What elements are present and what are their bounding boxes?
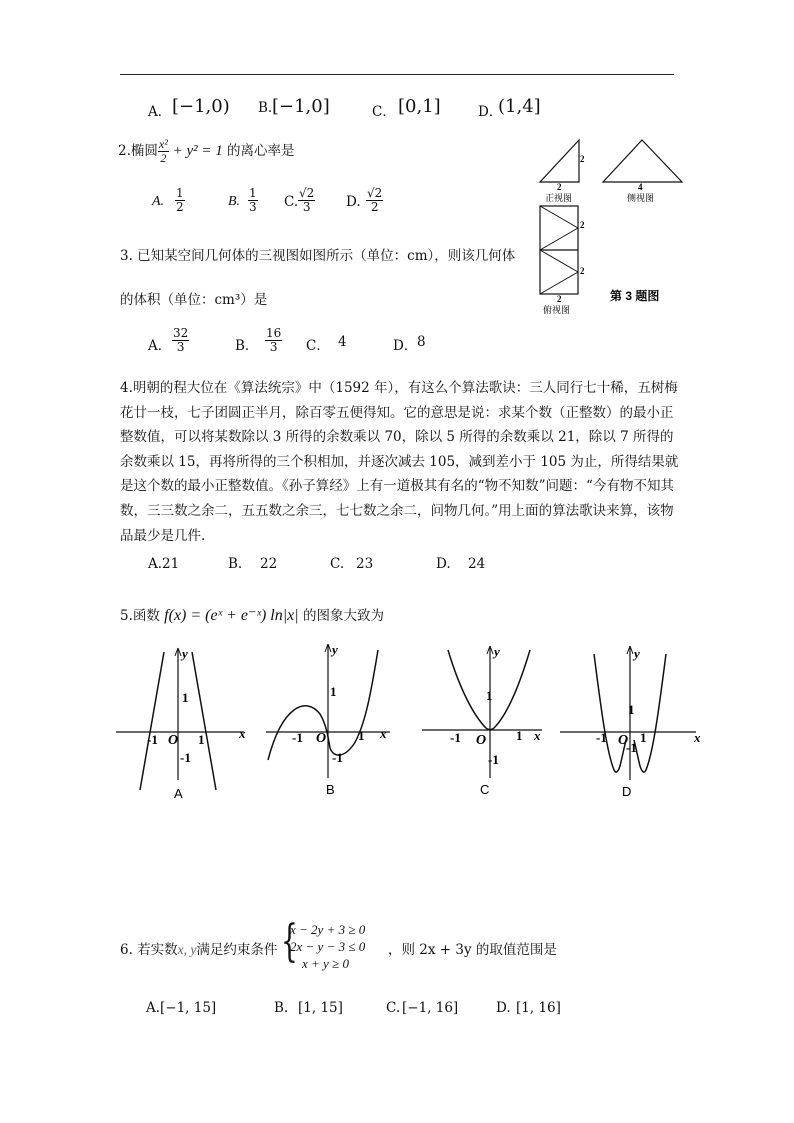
top-view-diag-4 [540, 272, 578, 294]
q4-option-c-label: C. [330, 556, 345, 572]
graph-d-y-label: y [634, 646, 640, 661]
q2-option-b-frac [248, 187, 258, 214]
q2-eq-num: x² [158, 137, 168, 151]
q2-eq-rest: + y² = 1 [168, 143, 223, 159]
q2-stem [118, 138, 295, 165]
q6-constraint-3: x + y ≥ 0 [302, 956, 349, 971]
front-view-width: 2 [557, 182, 562, 192]
q2-option-a-den: 2 [176, 200, 184, 214]
q4-option-d-value: 24 [468, 556, 486, 572]
q6-mid: 满足约束条件 [196, 942, 278, 958]
graph-c-x-label: x [534, 728, 541, 743]
q2-option-a-label: A. [152, 194, 165, 209]
q5-prefix: 5.函数 [120, 608, 165, 624]
graph-c-origin: O [476, 733, 487, 748]
q1-option-b-label: B. [258, 100, 273, 116]
q3-option-b-den: 3 [269, 340, 278, 354]
q2-option-a-frac [175, 187, 185, 214]
q1-option-a-label: A． [148, 104, 172, 120]
graph-c-letter: C [480, 782, 490, 797]
q4-option-a-label: A. [148, 556, 163, 572]
graph-a-letter: A [174, 786, 183, 801]
graph-a-neg-one-y: -1 [180, 750, 191, 765]
graph-d-one-x: 1 [640, 730, 647, 745]
graph-a-x-label: x [239, 726, 246, 741]
q6-constraint-2: 2x − y − 3 ≤ 0 [290, 939, 366, 954]
graph-a-origin: O [168, 733, 179, 748]
q2-option-d-num: √2 [367, 186, 383, 200]
q4-option-d-label: D. [436, 556, 451, 572]
q4-option-b-value: 22 [260, 556, 278, 572]
graph-a-left-branch [140, 652, 164, 790]
q3-line2: 的体积（单位：cm³）是 [120, 292, 268, 308]
q6-option-d-value: [1, 16] [516, 1000, 561, 1016]
q5-graph-b [262, 636, 402, 808]
graph-b-letter: B [326, 782, 335, 797]
q1-option-d-value: (1,4] [498, 96, 541, 117]
graph-b-x-label: x [380, 726, 387, 741]
q6-option-c-value: [−1, 16] [402, 1000, 459, 1016]
q3-line1: 3. 已知某空间几何体的三视图如图所示（单位：cm），则该几何体 [120, 248, 516, 264]
graph-a-right-branch [192, 652, 216, 790]
graph-d-right-branch [634, 654, 666, 772]
q5-graph-a [112, 640, 252, 810]
q3-option-a-num: 32 [173, 326, 189, 340]
q5-suffix: 的图象大致为 [298, 608, 384, 624]
q4-text: 4.明朝的程大位在《算法统宗》中（1592 年），有这么个算法歌诀：三人同行七十稀，五树梅花廿一枝，七子团圆正半月，除百零五便得知。它的意思是说：求某个数（正整数）的最小正整数值，可以将某数除以 3 所得的余数乘以 70，除以 5 所得的余数乘以 21，除以 7 所得的余数乘以 15，再将所得的三个积相加，并逐次减去 105，减到差小于 105 为止，所得结果就是这个数的最小正整数值。《孙子算经》上有一道极其有名的“物不知数”问题：“今有物不知其数，三三数之余二，五五数之余三，七七数之余二，问物几何。”用上面的算法歌诀来算，该物品最少是几件. [120, 380, 679, 544]
graph-c-one-x: 1 [516, 728, 523, 743]
graph-d-x-label: x [694, 730, 701, 745]
top-view-label: 俯视图 [543, 305, 571, 315]
q2-option-b-label: B. [228, 194, 241, 209]
q3-three-view-figure [530, 128, 710, 324]
q2-option-d-den: 2 [370, 200, 379, 214]
q1-option-c-label: C． [372, 104, 396, 120]
q5-graph-d [556, 640, 706, 810]
q6-tail: ，则 2x + 3y 的取值范围是 [388, 942, 557, 958]
figure-caption: 第 3 题图 [610, 289, 660, 303]
side-view-width: 4 [638, 182, 643, 192]
q6-option-a-label: A. [146, 1000, 161, 1016]
q6-option-c-label: C. [386, 1000, 401, 1016]
q3-option-d-label: D． [393, 338, 418, 354]
q6-vars: x, y [177, 942, 197, 957]
top-view-width: 2 [557, 294, 562, 304]
q2-option-d-label: D. [346, 194, 361, 210]
q2-option-c-frac [298, 187, 315, 214]
graph-a-neg-one-x: -1 [147, 732, 158, 747]
q2-option-b-den: 3 [249, 200, 257, 214]
q3-option-a-label: A． [148, 338, 172, 354]
q2-option-a-num: 1 [176, 186, 184, 200]
q3-option-b-label: B． [235, 338, 259, 354]
q6-option-d-label: D. [496, 1000, 511, 1016]
q3-option-c-label: C． [306, 338, 330, 354]
graph-c-neg-one-y: -1 [488, 752, 499, 767]
graph-b-neg-one-y: -1 [332, 750, 343, 765]
q6-brace: { [281, 916, 298, 967]
q5-stem [120, 604, 384, 625]
q6-constraint-1: x − 2y + 3 ≥ 0 [290, 922, 366, 937]
graph-d-origin: O [618, 733, 629, 748]
q3-option-d-value: 8 [417, 334, 426, 350]
q2-option-c-label: C. [284, 194, 299, 210]
top-view-diag-3 [540, 250, 578, 272]
graph-a-y-label: y [182, 646, 188, 661]
q4-option-b-label: B. [228, 556, 243, 572]
q3-option-b-num: 16 [266, 326, 282, 340]
q4-option-a-value: 21 [162, 556, 180, 572]
q4-option-c-value: 23 [356, 556, 374, 572]
graph-c-neg-one-x: -1 [450, 730, 461, 745]
q2-option-b-num: 1 [249, 186, 257, 200]
graph-d-left-branch [594, 654, 629, 772]
q2-eq-den: 2 [160, 151, 167, 165]
q3-option-b-frac [265, 327, 282, 354]
front-view-label: 正视图 [545, 193, 573, 203]
q1-option-c-value: [0,1] [398, 96, 441, 117]
top-view-dim-lower: 2 [580, 266, 585, 276]
graph-a-one-x: 1 [198, 732, 205, 747]
q5-formula: f(x) = (eˣ + e⁻ˣ) ln|x| [164, 607, 299, 624]
top-view-dim-upper: 2 [580, 220, 585, 230]
front-view-triangle [540, 140, 579, 182]
graph-c-one-y: 1 [486, 688, 493, 703]
side-view-triangle [603, 140, 682, 182]
graph-b-one-x: 1 [358, 728, 365, 743]
q2-option-d-frac [366, 187, 383, 214]
q1-option-b-value: [−1,0] [272, 96, 330, 117]
header-rule [120, 74, 674, 75]
q2-suffix: 的离心率是 [227, 143, 295, 159]
graph-b-origin: O [316, 731, 327, 746]
graph-a-one-y: 1 [182, 690, 189, 705]
q1-option-a-value: [−1,0) [172, 96, 230, 117]
q1-option-d-label: D． [478, 104, 503, 120]
graph-c-y-label: y [494, 644, 500, 659]
q6-option-a-value: [−1, 15] [160, 1000, 217, 1016]
graph-d-neg-one-y: -1 [626, 740, 637, 755]
q3-option-c-value: 4 [338, 334, 347, 350]
graph-b-one-y: 1 [330, 684, 337, 699]
q2-option-c-num: √2 [299, 186, 315, 200]
top-view-diag-1 [540, 206, 578, 228]
q6-option-b-label: B. [274, 1000, 289, 1016]
q6-prefix: 6. 若实数 [120, 942, 178, 958]
graph-b-neg-one-x: -1 [292, 730, 303, 745]
q6-prefix-block [120, 938, 277, 958]
q6-option-b-value: [1, 15] [298, 1000, 343, 1016]
graph-d-one-y: 1 [628, 702, 635, 717]
q3-option-a-frac [172, 327, 189, 354]
graph-d-neg-one-x: -1 [596, 730, 607, 745]
q3-option-a-den: 3 [176, 340, 185, 354]
q2-prefix: 2.椭圆 [118, 143, 158, 159]
front-view-height: 2 [580, 154, 585, 164]
q2-option-c-den: 3 [302, 200, 311, 214]
q5-graph-c [418, 640, 552, 810]
graph-b-y-label: y [332, 642, 338, 657]
top-view-diag-2 [540, 228, 578, 250]
graph-d-letter: D [622, 784, 632, 799]
side-view-label: 侧视图 [627, 193, 655, 203]
